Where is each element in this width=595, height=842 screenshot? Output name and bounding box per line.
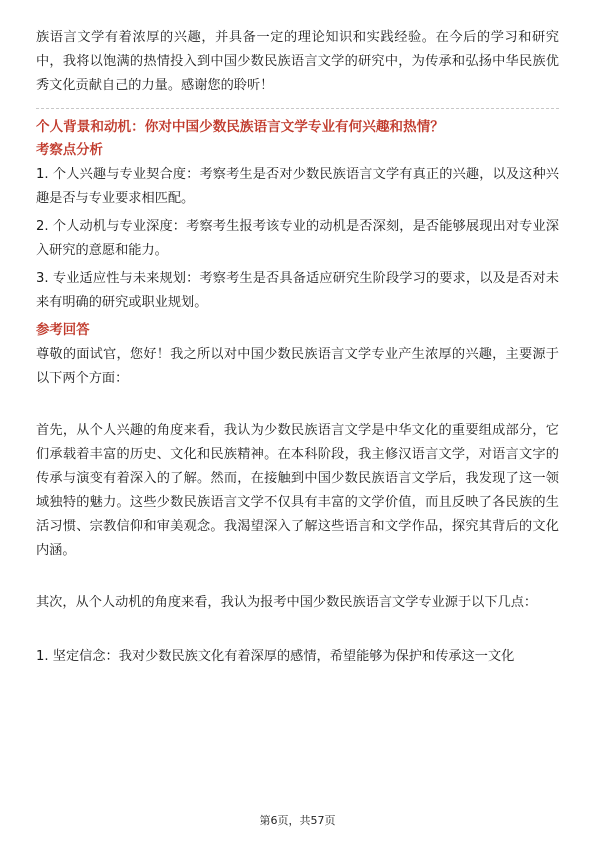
answer-heading: 参考回答 xyxy=(36,323,90,338)
paragraph-gap xyxy=(36,615,559,639)
analysis-item-1: 1. 个人兴趣与专业契合度：考察考生是否对少数民族语言文学有真正的兴趣，以及这种兴趣是否与专业要求相匹配。 xyxy=(36,167,559,206)
answer-paragraph-2: 首先，从个人兴趣的角度来看，我认为少数民族语言文学是中华文化的重要组成部分，它们承载着丰富的历史、文化和民族精神。在本科阶段，我主修汉语言文学，对语言文字的传承与演变有着深入的了解。然而，在接触到中国少数民族语言文学后，我发现了这一领域独特的魅力。这些少数民族语言文学不仅具有丰富的文学价值，而且反映了各民族的生活习惯、宗教信仰和审美观念。我渴望深入了解这些语言和文学作品，探究其背后的文化内涵。 xyxy=(36,423,559,558)
answer-paragraph-1: 尊敬的面试官，您好！我之所以对中国少数民族语言文学专业产生浓厚的兴趣，主要源于以下两个方面： xyxy=(36,347,559,386)
paragraph-gap xyxy=(36,391,559,415)
analysis-heading: 考察点分析 xyxy=(36,143,103,158)
analysis-item-2: 2. 个人动机与专业深度：考察考生报考该专业的动机是否深刻，是否能够展现出对专业深入研究的意愿和能力。 xyxy=(36,219,559,258)
page-number: 第6页，共57页 xyxy=(259,814,336,827)
answer-paragraph-3: 其次，从个人动机的角度来看，我认为报考中国少数民族语言文学专业源于以下几点： xyxy=(36,595,538,610)
answer-paragraph-4: 1. 坚定信念：我对少数民族文化有着深厚的感情，希望能够为保护和传承这一文化 xyxy=(36,649,515,664)
question-heading: 个人背景和动机：你对中国少数民族语言文学专业有何兴趣和热情？ xyxy=(36,119,444,135)
analysis-item-3: 3. 专业适应性与未来规划：考察考生是否具备适应研究生阶段学习的要求，以及是否对未来有明确的研究或职业规划。 xyxy=(36,271,559,310)
paragraph-gap xyxy=(36,563,559,587)
document-page xyxy=(36,26,559,669)
section-divider xyxy=(36,108,559,109)
intro-paragraph: 族语言文学有着浓厚的兴趣，并具备一定的理论知识和实践经验。在今后的学习和研究中，我将以饱满的热情投入到中国少数民族语言文学的研究中，为传承和弘扬中华民族优秀文化贡献自己的力量。感谢您的聆听！ xyxy=(36,30,559,93)
